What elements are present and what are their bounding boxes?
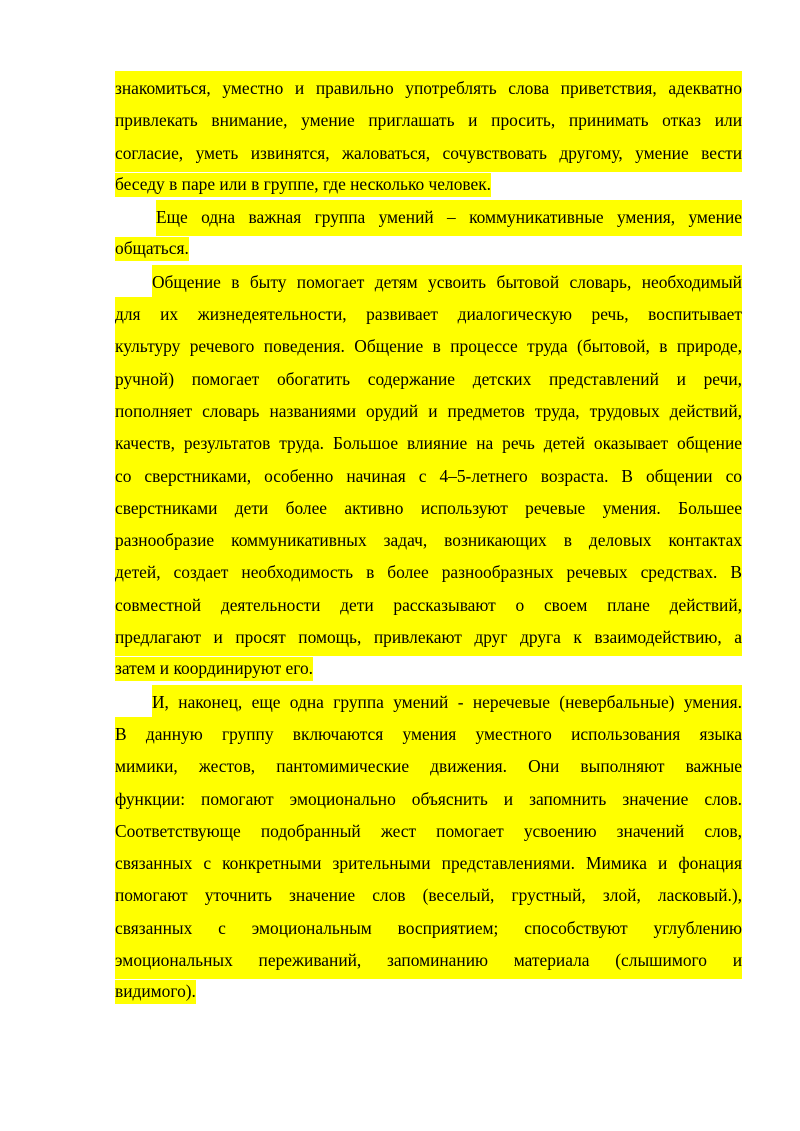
text-line: детей, создает необходимость в более разнообразных речевых средствах. В [115, 555, 742, 587]
text-line: ручной) помогает обогатить содержание детских представлений и речи, [115, 362, 742, 394]
text-line: помогают уточнить значение слов (веселый, грустный, злой, ласковый.), [115, 878, 742, 910]
text-line: согласие, уметь извинятся, жаловаться, сочувствовать другому, умение вести [115, 136, 742, 168]
text-line: эмоциональных переживаний, запоминанию материала (слышимого и [115, 943, 742, 975]
text-line: качеств, результатов труда. Большое влияние на речь детей оказывает общение [115, 426, 742, 458]
text-line: совместной деятельности дети рассказывают о своем плане действий, [115, 588, 742, 620]
text-line: привлекать внимание, умение приглашать и просить, принимать отказ или [115, 103, 742, 135]
text-line: сверстниками дети более активно используют речевые умения. Большее [115, 491, 742, 523]
text-line: Соответствующе подобранный жест помогает усвоению значений слов, [115, 814, 742, 846]
text-line: Общение в быту помогает детям усвоить бытовой словарь, необходимый [115, 265, 742, 297]
text-line: мимики, жестов, пантомимические движения. Они выполняют важные [115, 749, 742, 781]
text-line: пополняет словарь названиями орудий и предметов труда, трудовых действий, [115, 394, 742, 426]
document-page [115, 71, 742, 1008]
text-line: связанных с конкретными зрительными представлениями. Мимика и фонация [115, 846, 742, 878]
paragraph-3 [115, 265, 742, 685]
text-line: И, наконец, еще одна группа умений - неречевые (невербальные) умения. [115, 685, 742, 717]
paragraph-2 [115, 200, 742, 265]
paragraph-1 [115, 71, 742, 200]
text-line: беседу в паре или в группе, где несколько человек. [115, 168, 742, 200]
paragraph-4 [115, 685, 742, 1008]
text-line: предлагают и просят помощь, привлекают друг друга к взаимодействию, а [115, 620, 742, 652]
text-line: функции: помогают эмоционально объяснить и запомнить значение слов. [115, 782, 742, 814]
text-line: затем и координируют его. [115, 652, 742, 684]
text-line: Еще одна важная группа умений – коммуникативные умения, умение [115, 200, 742, 232]
text-line: В данную группу включаются умения уместного использования языка [115, 717, 742, 749]
text-line: для их жизнедеятельности, развивает диалогическую речь, воспитывает [115, 297, 742, 329]
text-line: знакомиться, уместно и правильно употреблять слова приветствия, адекватно [115, 71, 742, 103]
text-line: видимого). [115, 975, 742, 1007]
text-line: разнообразие коммуникативных задач, возникающих в деловых контактах [115, 523, 742, 555]
text-line: культуру речевого поведения. Общение в процессе труда (бытовой, в природе, [115, 329, 742, 361]
text-line: общаться. [115, 232, 742, 264]
text-line: связанных с эмоциональным восприятием; способствуют углублению [115, 911, 742, 943]
text-line: со сверстниками, особенно начиная с 4–5-летнего возраста. В общении со [115, 459, 742, 491]
